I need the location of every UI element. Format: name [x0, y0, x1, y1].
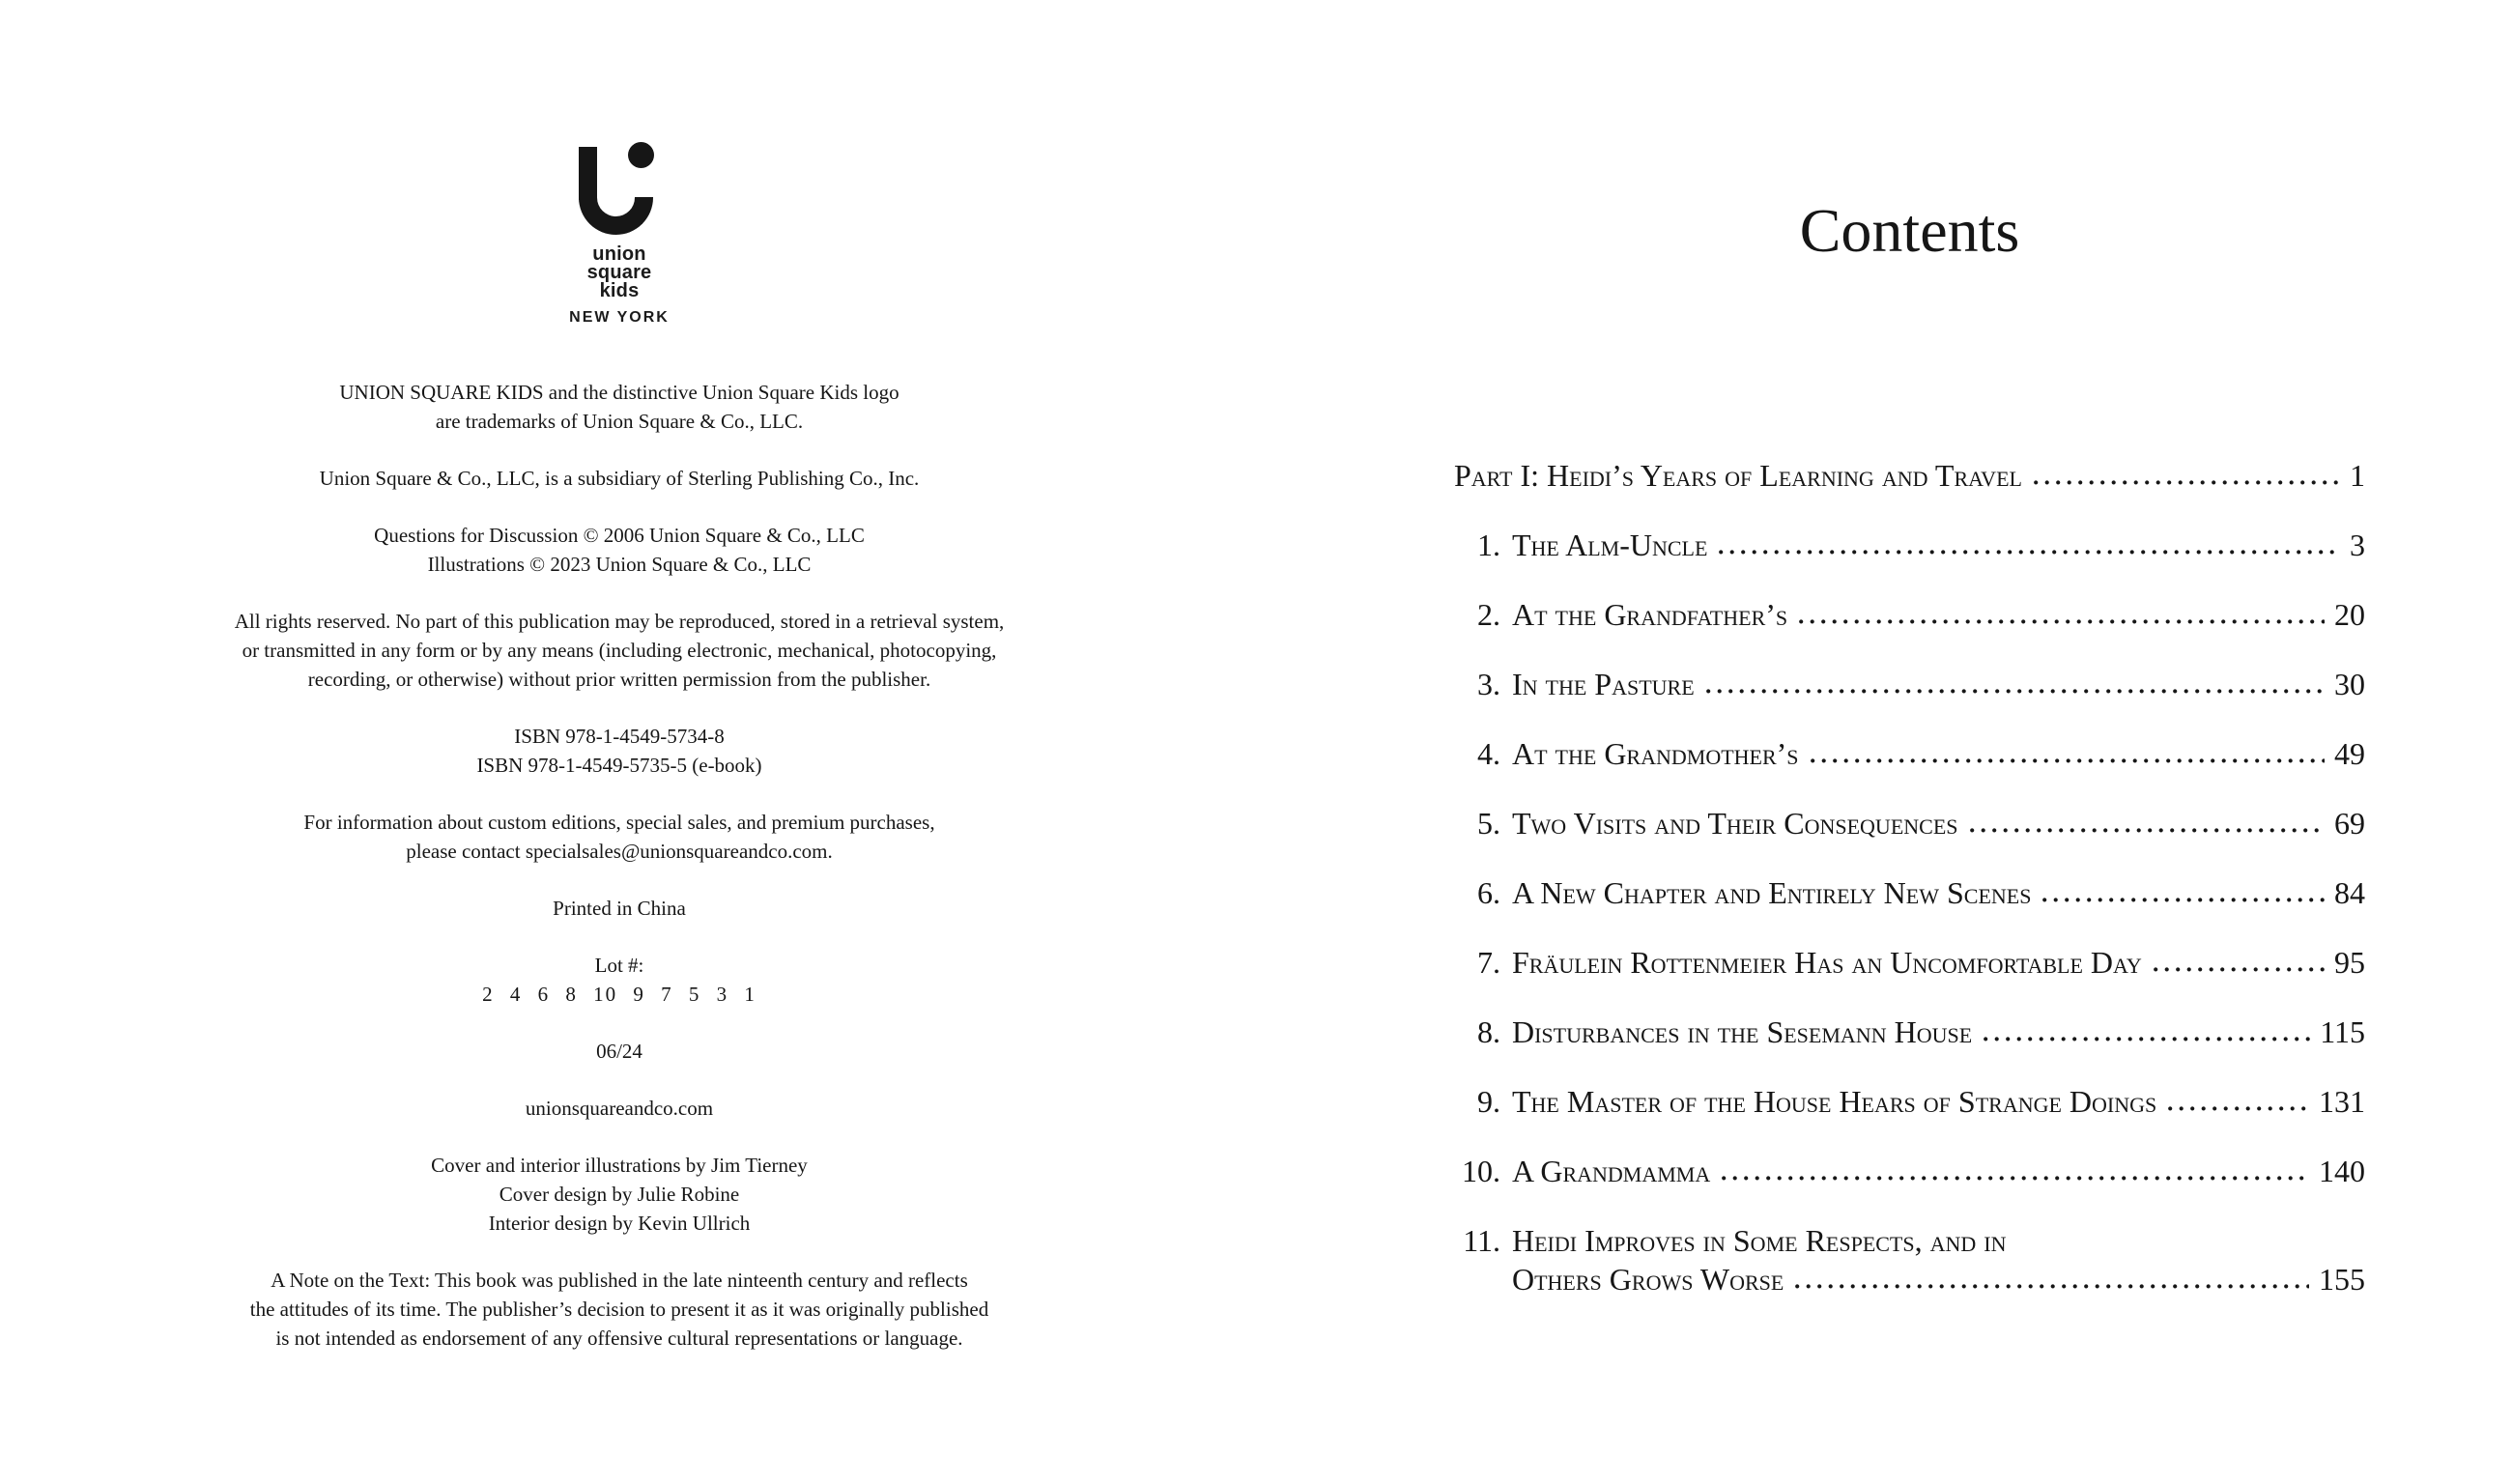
- illustrations-credit: Cover and interior illustrations by Jim Tierney: [431, 1154, 808, 1177]
- dot-leader: [2154, 967, 2325, 972]
- chapter-title: Disturbances in the Sesemann House: [1512, 1014, 1973, 1049]
- print-date: [156, 1037, 1083, 1066]
- chapter-number: 2.: [1477, 597, 1500, 632]
- logo-u-arm: [579, 147, 597, 200]
- page-number: 131: [2319, 1084, 2365, 1119]
- chapter-number: 11.: [1463, 1223, 1500, 1258]
- chapter-title-line-2: Others Grows Worse: [1512, 1262, 1784, 1297]
- text-line: UNION SQUARE KIDS and the distinctive Union Square Kids logo: [339, 381, 899, 404]
- toc-part-heading: [1454, 459, 2365, 492]
- chapter-title: Two Visits and Their Consequences: [1512, 806, 1958, 841]
- subsidiary-notice: [156, 464, 1083, 493]
- chapter-number: 10.: [1462, 1154, 1500, 1188]
- dot-leader: [1706, 689, 2325, 694]
- special-sales-notice: [156, 808, 1083, 866]
- toc-entry-chapter-11: [1454, 1224, 2365, 1296]
- text-line: or transmitted in any form or by any means (including electronic, mechanical, photocopying,: [242, 639, 997, 662]
- page-number: 69: [2334, 806, 2365, 841]
- chapter-title-wrapped: [1512, 1224, 2365, 1296]
- toc-entry-chapter-3: [1454, 668, 2365, 700]
- credits-block: [156, 1151, 1083, 1238]
- publisher-website: [156, 1094, 1083, 1123]
- note-on-text: [156, 1266, 1083, 1353]
- chapter-title: A Grandmamma: [1512, 1154, 1711, 1188]
- toc-entry-chapter-1: [1454, 528, 2365, 561]
- cover-design-credit: Cover design by Julie Robine: [499, 1183, 740, 1206]
- chapter-title-line-2-row: [1512, 1263, 2365, 1296]
- copyright-lines: [156, 521, 1083, 579]
- chapter-title: In the Pasture: [1512, 667, 1695, 701]
- page-number: 140: [2319, 1154, 2365, 1188]
- toc-entry-chapter-5: [1454, 807, 2365, 840]
- text-line: 06/24: [596, 1040, 642, 1063]
- dot-leader: [1722, 1176, 2309, 1181]
- chapter-title-line-1: Heidi Improves in Some Respects, and in: [1512, 1223, 2007, 1258]
- isbn-block: [156, 722, 1083, 780]
- page-number: 95: [2334, 945, 2365, 980]
- chapter-title: At the Grandmother’s: [1512, 736, 1799, 771]
- lot-digits: 2 4 6 8 10 9 7 5 3 1: [482, 983, 756, 1006]
- chapter-number: 7.: [1477, 945, 1500, 980]
- dot-leader: [1719, 550, 2340, 555]
- text-line: For information about custom editions, special sales, and premium purchases,: [303, 811, 935, 834]
- page-number: 30: [2334, 667, 2365, 701]
- website-url: unionsquareandco.com: [525, 1097, 714, 1120]
- chapter-number: 6.: [1477, 875, 1500, 910]
- special-sales-email: please contact specialsales@unionsquareandco.com.: [406, 840, 833, 863]
- chapter-title: A New Chapter and Entirely New Scenes: [1512, 875, 2032, 910]
- chapter-number: 3.: [1477, 667, 1500, 701]
- text-line: Union Square & Co., LLC, is a subsidiary of Sterling Publishing Co., Inc.: [319, 467, 920, 490]
- toc-entry-chapter-10: [1454, 1155, 2365, 1187]
- page-number: 1: [2350, 458, 2365, 493]
- text-line: are trademarks of Union Square & Co., LLC.: [435, 410, 804, 433]
- dot-leader: [2034, 480, 2340, 485]
- interior-design-credit: Interior design by Kevin Ullrich: [488, 1212, 751, 1235]
- page-number: 20: [2334, 597, 2365, 632]
- union-square-kids-logo-icon: [579, 147, 653, 235]
- chapter-number: 9.: [1477, 1084, 1500, 1119]
- logo-u-bowl: [579, 197, 653, 235]
- toc-entry-chapter-7: [1454, 946, 2365, 979]
- page-number: 3: [2350, 528, 2365, 562]
- isbn-print: ISBN 978-1-4549-5734-8: [514, 725, 725, 748]
- logo-dot: [628, 142, 654, 168]
- text-line: A Note on the Text: This book was published in the late ninteenth century and reflects: [271, 1269, 968, 1292]
- page-number: 84: [2334, 875, 2365, 910]
- logo-word-union: union: [592, 243, 646, 265]
- dot-leader: [2168, 1106, 2309, 1111]
- chapter-title: Fräulein Rottenmeier Has an Uncomfortable Day: [1512, 945, 2142, 980]
- page-number: 49: [2334, 736, 2365, 771]
- toc-entry-chapter-4: [1454, 737, 2365, 770]
- chapter-title: At the Grandfather’s: [1512, 597, 1788, 632]
- isbn-ebook: ISBN 978-1-4549-5735-5 (e-book): [476, 754, 762, 777]
- text-line: recording, or otherwise) without prior written permission from the publisher.: [307, 668, 931, 691]
- copyright-text-block: [156, 378, 1083, 1381]
- dot-leader: [1795, 1284, 2309, 1289]
- chapter-number: 1.: [1477, 528, 1500, 562]
- dot-leader: [2042, 898, 2325, 902]
- text-line: Questions for Discussion © 2006 Union Square & Co., LLC: [374, 524, 865, 547]
- toc-entry-chapter-2: [1454, 598, 2365, 631]
- trademark-notice: [156, 378, 1083, 436]
- lot-label: Lot #:: [594, 954, 644, 977]
- rights-reserved-notice: [156, 607, 1083, 694]
- toc-entry-chapter-8: [1454, 1015, 2365, 1048]
- text-line: is not intended as endorsement of any offensive cultural representations or language.: [275, 1327, 963, 1350]
- logo-city: NEW YORK: [569, 309, 670, 326]
- dot-leader: [1970, 828, 2326, 833]
- text-line: Illustrations © 2023 Union Square & Co., LLC: [427, 553, 812, 576]
- logo-word-kids: kids: [599, 280, 640, 301]
- toc-entry-chapter-6: [1454, 876, 2365, 909]
- text-line: Printed in China: [553, 897, 686, 920]
- chapter-title: The Master of the House Hears of Strange Doings: [1512, 1084, 2157, 1119]
- lot-number-block: [156, 951, 1083, 1009]
- toc-entry-chapter-9: [1454, 1085, 2365, 1118]
- table-of-contents: [1454, 459, 2365, 1296]
- logo-word-square: square: [586, 262, 652, 283]
- dot-leader: [1811, 758, 2325, 763]
- chapter-number: 8.: [1477, 1014, 1500, 1049]
- text-line: the attitudes of its time. The publisher’s decision to present it as it was originally published: [249, 1298, 989, 1321]
- text-line: All rights reserved. No part of this publication may be reproduced, stored in a retrieval system,: [234, 610, 1005, 633]
- printed-in: [156, 894, 1083, 923]
- dot-leader: [1799, 619, 2325, 624]
- part-label: Part I: Heidi’s Years of Learning and Travel: [1454, 458, 2022, 493]
- chapter-title: The Alm-Uncle: [1512, 528, 1708, 562]
- chapter-number: 5.: [1477, 806, 1500, 841]
- page-title: Contents: [1799, 196, 2020, 265]
- chapter-number: 4.: [1477, 736, 1500, 771]
- logo-wordmark: [426, 245, 813, 300]
- page-number: 115: [2320, 1014, 2365, 1049]
- page-number: 155: [2319, 1262, 2365, 1297]
- dot-leader: [1984, 1037, 2310, 1042]
